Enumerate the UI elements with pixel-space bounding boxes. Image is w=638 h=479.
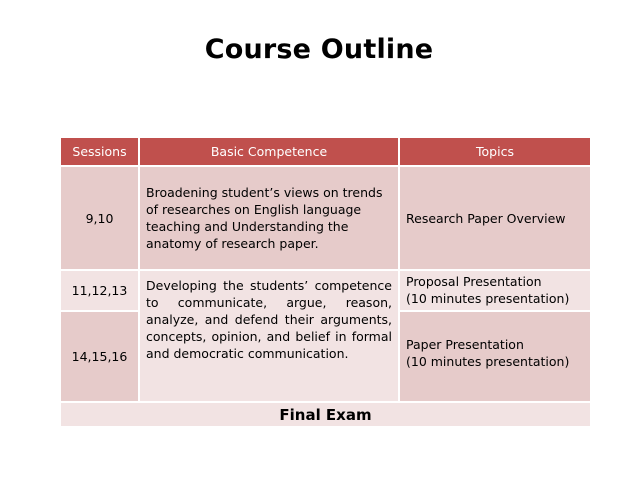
row-2-topics <box>399 270 591 311</box>
topics-text: Research Paper Overview <box>406 210 566 226</box>
row-3-sessions <box>60 311 139 402</box>
topics-line-2: (10 minutes presentation) <box>406 354 570 369</box>
row-1-topics <box>399 166 591 270</box>
sessions-value: 14,15,16 <box>71 349 128 364</box>
row-2-sessions <box>60 270 139 311</box>
competence-text: Developing the students’ competence to communicate, argue, reason, analyze, and defend their arguments, concepts, opinion, and belief in formal and democratic communication. <box>146 278 392 361</box>
sessions-value: 11,12,13 <box>71 283 128 298</box>
shared-competence-cell <box>139 270 399 402</box>
topics-line-1: Paper Presentation <box>406 337 524 352</box>
competence-text: Broadening student’s views on trends of researches on English language teaching and Understanding the anatomy of research paper. <box>146 185 383 251</box>
row-3-topics <box>399 311 591 402</box>
header-sessions: Sessions <box>60 137 139 166</box>
header-topics: Topics <box>399 137 591 166</box>
row-1-sessions <box>60 166 139 270</box>
final-exam-label: Final Exam <box>279 405 372 424</box>
page-title: Course Outline <box>204 34 434 65</box>
topics-line-2: (10 minutes presentation) <box>406 291 570 306</box>
course-outline-table <box>60 137 591 427</box>
sessions-value: 9,10 <box>85 210 114 226</box>
header-basic-competence: Basic Competence <box>139 137 399 166</box>
final-exam-row <box>60 402 591 427</box>
topics-line-1: Proposal Presentation <box>406 274 542 289</box>
row-1-competence <box>139 166 399 270</box>
